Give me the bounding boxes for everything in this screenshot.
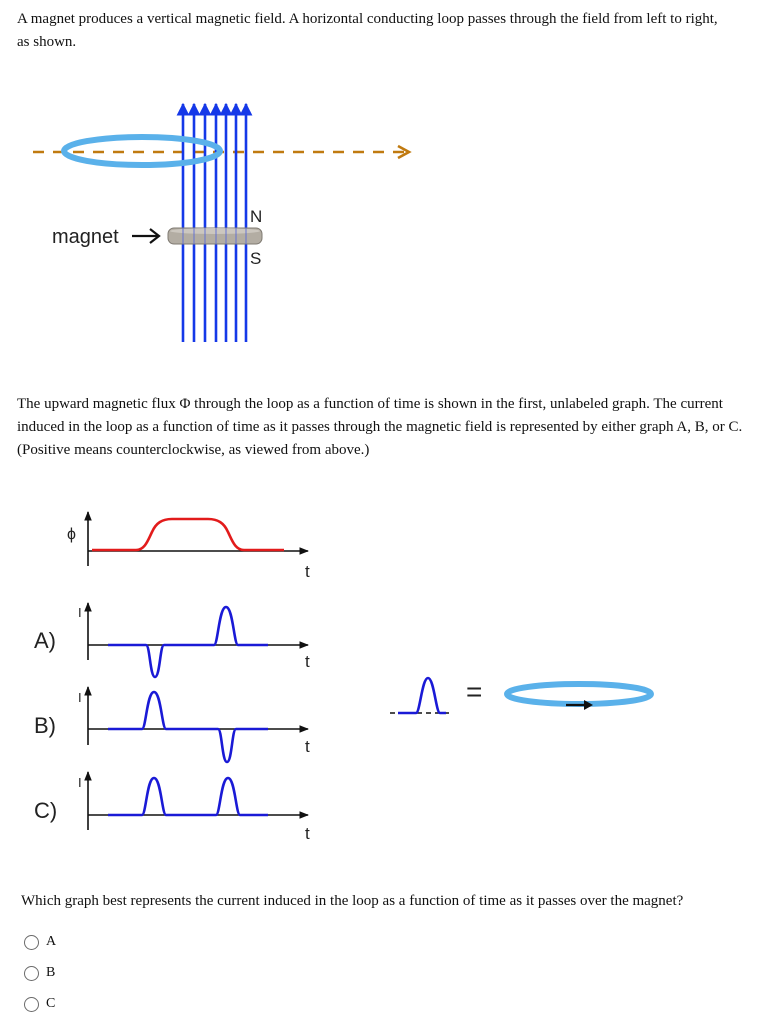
graph-b-curve bbox=[108, 692, 268, 762]
option-a-radio[interactable] bbox=[24, 935, 39, 950]
graph-c-label: C) bbox=[34, 798, 58, 823]
graph-a-label: A) bbox=[34, 628, 56, 653]
option-b-radio[interactable] bbox=[24, 966, 39, 981]
graph-c-time-label: t bbox=[305, 824, 310, 843]
option-b-label: B bbox=[46, 965, 56, 980]
graph-a-current-label: I bbox=[78, 605, 82, 620]
magnet-label: magnet bbox=[52, 226, 119, 248]
graph-a-curve bbox=[108, 607, 268, 677]
graph-c bbox=[34, 772, 310, 843]
graph-b-current-label: I bbox=[78, 690, 82, 705]
option-c-radio[interactable] bbox=[24, 997, 39, 1012]
description-line-2: induced in the loop as a function of time as it passes through the magnetic field is represented by either graph A, B, or C. bbox=[17, 419, 743, 435]
sign-convention-legend bbox=[390, 676, 651, 713]
intro-line-1: A magnet produces a vertical magnetic field. A horizontal conducting loop passes through the field from left to right, bbox=[17, 11, 718, 27]
flux-graph bbox=[67, 512, 310, 581]
intro-line-2: as shown. bbox=[17, 34, 77, 50]
option-c[interactable] bbox=[24, 994, 55, 1014]
flux-time-label: t bbox=[305, 562, 310, 581]
equals-sign: = bbox=[466, 676, 483, 707]
description-line-3: (Positive means counterclockwise, as viewed from above.) bbox=[17, 442, 370, 458]
option-c-label: C bbox=[46, 996, 56, 1011]
question-text: Which graph best represents the current induced in the loop as a function of time as it passes over the magnet? bbox=[21, 893, 684, 909]
south-pole-label: S bbox=[250, 249, 262, 268]
graph-a-time-label: t bbox=[305, 652, 310, 671]
north-pole-label: N bbox=[250, 207, 263, 226]
graph-c-current-label: I bbox=[78, 775, 82, 790]
legend-pulse-curve bbox=[398, 678, 446, 713]
option-a[interactable] bbox=[24, 932, 56, 952]
option-b[interactable] bbox=[24, 963, 55, 983]
graph-c-curve bbox=[108, 778, 268, 815]
legend-loop bbox=[507, 684, 651, 704]
graph-a bbox=[34, 603, 310, 677]
graph-b-label: B) bbox=[34, 713, 56, 738]
flux-axis-label: ϕ bbox=[67, 526, 76, 543]
flux-curve bbox=[92, 519, 284, 550]
graph-b-time-label: t bbox=[305, 737, 310, 756]
description-line-1: The upward magnetic flux Φ through the loop as a function of time is shown in the first, unlabeled graph. The current bbox=[17, 396, 723, 412]
option-a-label: A bbox=[46, 934, 57, 949]
graph-b bbox=[34, 687, 310, 762]
